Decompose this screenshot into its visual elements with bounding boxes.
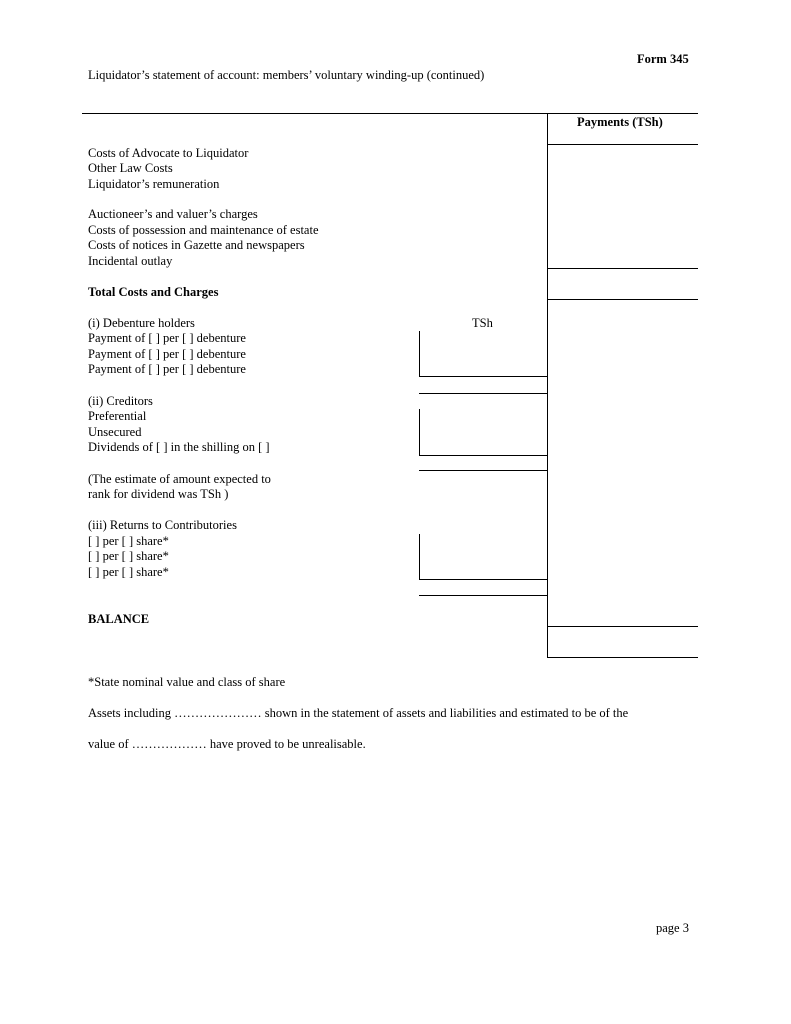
form-number: Form 345 [637,52,689,66]
contributories-row-2: [ ] per [ ] share* [88,549,169,563]
creditors-total-rule [419,470,547,471]
creditors-amount-bracket [419,409,420,455]
assets-line-1: Assets including ………………… shown in the statement of assets and liabilities and estimated to be of the [88,706,629,720]
debenture-total-rule [419,393,547,394]
debenture-amount-bracket [419,331,420,376]
contributories-amount-bracket [419,534,420,579]
creditors-amount-rule [419,455,547,456]
total-costs-label: Total Costs and Charges [88,285,219,299]
table-top-rule [82,113,698,114]
cost-other-law: Other Law Costs [88,161,173,175]
payments-header: Payments (TSh) [577,115,663,129]
balance-rule [547,626,698,627]
cost-incidental: Incidental outlay [88,254,173,268]
debenture-amount-rule [419,376,547,377]
contributories-row-1: [ ] per [ ] share* [88,534,169,548]
cost-auctioneer: Auctioneer’s and valuer’s charges [88,207,258,221]
costs-subtotal-rule [547,268,698,269]
payments-header-rule [547,144,698,145]
total-costs-rule [547,299,698,300]
page-title: Liquidator’s statement of account: members’ voluntary winding-up (continued) [88,68,485,82]
creditors-heading: (ii) Creditors [88,394,153,408]
assets-line-2: value of ……………… have proved to be unrealisable. [88,737,366,751]
balance-double-rule [547,657,698,658]
footnote: *State nominal value and class of share [88,675,286,689]
contributories-heading: (iii) Returns to Contributories [88,518,237,532]
estimate-line-2: rank for dividend was TSh ) [88,487,229,501]
estimate-line-1: (The estimate of amount expected to [88,472,271,486]
cost-possession: Costs of possession and maintenance of estate [88,223,319,237]
payments-column-divider [547,113,548,658]
debenture-heading: (i) Debenture holders [88,316,195,330]
cost-advocate: Costs of Advocate to Liquidator [88,146,249,160]
cost-notices: Costs of notices in Gazette and newspapers [88,238,305,252]
creditors-preferential: Preferential [88,409,147,423]
contributories-amount-rule [419,579,547,580]
page-number: page 3 [656,921,689,935]
contributories-row-3: [ ] per [ ] share* [88,565,169,579]
creditors-unsecured: Unsecured [88,425,142,439]
debenture-row-3: Payment of [ ] per [ ] debenture [88,362,246,376]
cost-remuneration: Liquidator’s remuneration [88,177,220,191]
debenture-row-1: Payment of [ ] per [ ] debenture [88,331,246,345]
debenture-row-2: Payment of [ ] per [ ] debenture [88,347,246,361]
creditors-dividends: Dividends of [ ] in the shilling on [ ] [88,440,270,454]
currency-label: TSh [472,316,493,330]
contributories-total-rule [419,595,547,596]
balance-label: BALANCE [88,612,150,626]
